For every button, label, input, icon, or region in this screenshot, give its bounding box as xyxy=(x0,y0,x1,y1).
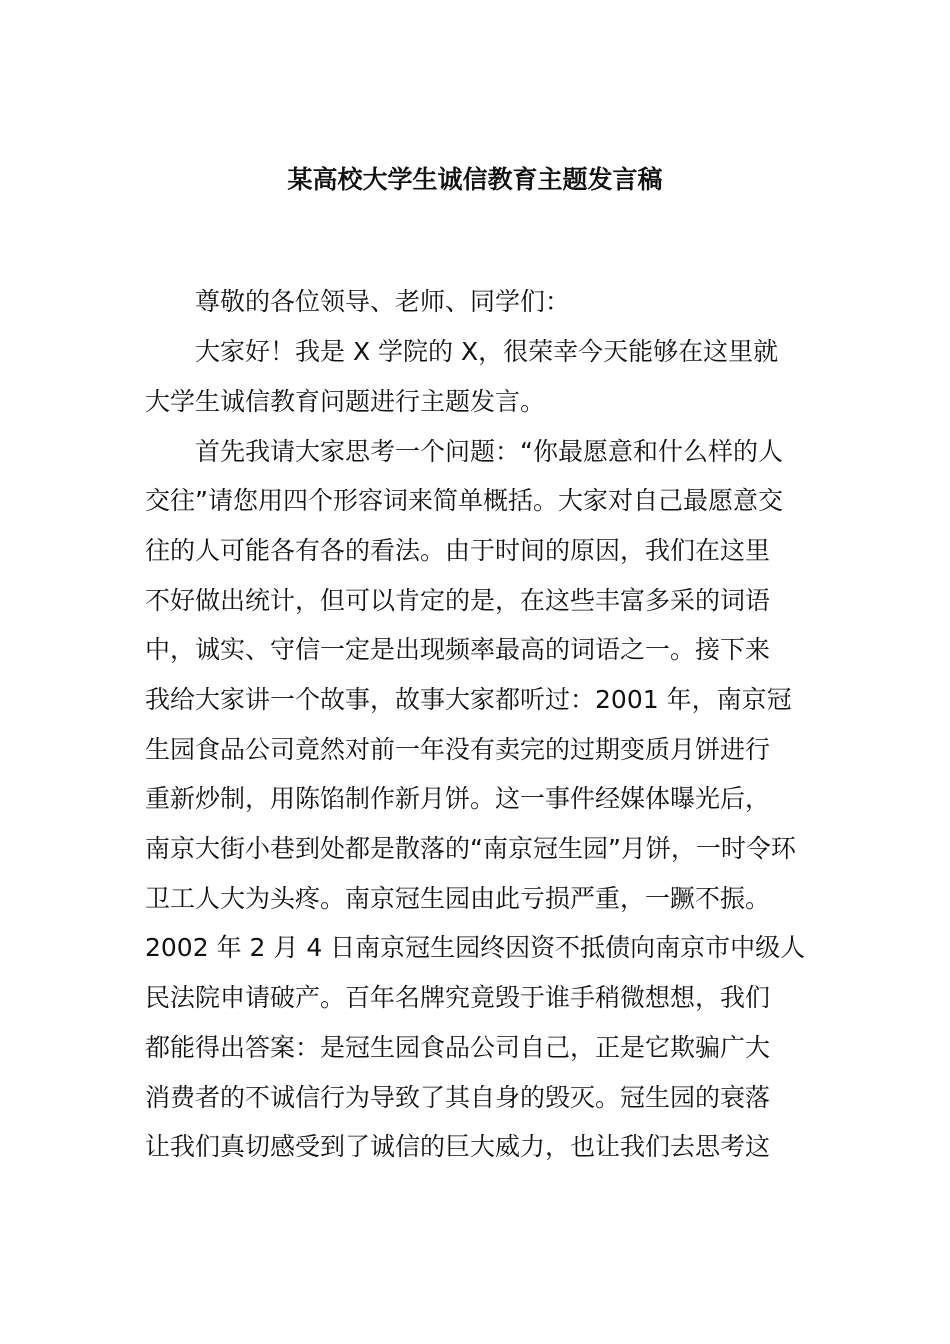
document-title: 某高校大学生诚信教育主题发言稿 xyxy=(287,165,663,194)
body-line: 不好做出统计，但可以肯定的是，在这些丰富多采的词语 xyxy=(145,586,771,615)
salutation-line: 尊敬的各位领导、老师、同学们： xyxy=(195,287,571,316)
body-line: 生园食品公司竟然对前一年没有卖完的过期变质月饼进行 xyxy=(145,735,771,764)
body-line: 中，诚实、守信一定是出现频率最高的词语之一。接下来 xyxy=(145,635,771,664)
body-line: 卫工人大为头疼。南京冠生园由此亏损严重，一蹶不振。 xyxy=(145,884,771,913)
body-line: 民法院申请破产。百年名牌究竟毁于谁手稍微想想，我们 xyxy=(145,983,771,1012)
body-line: 重新炒制，用陈馅制作新月饼。这一事件经媒体曝光后， xyxy=(145,784,771,813)
body-line: 往的人可能各有各的看法。由于时间的原因，我们在这里 xyxy=(145,536,771,565)
body-line: 南京大街小巷到处都是散落的“南京冠生园”月饼，一时令环 xyxy=(145,834,796,863)
body-line: 大学生诚信教育问题进行主题发言。 xyxy=(145,387,546,416)
body-line: 我给大家讲一个故事，故事大家都听过：2001 年，南京冠 xyxy=(145,685,792,714)
body-line: 都能得出答案：是冠生园食品公司自己，正是它欺骗广大 xyxy=(145,1033,771,1062)
body-line: 让我们真切感受到了诚信的巨大威力，也让我们去思考这 xyxy=(145,1132,771,1161)
body-line: 2002 年 2 月 4 日南京冠生园终因资不抵债向南京市中级人 xyxy=(145,933,806,962)
body-line: 消费者的不诚信行为导致了其自身的毁灭。冠生园的衰落 xyxy=(145,1083,771,1112)
body-line: 交往”请您用四个形容词来简单概括。大家对自己最愿意交 xyxy=(145,486,783,515)
body-line: 首先我请大家思考一个问题：“你最愿意和什么样的人 xyxy=(195,437,783,466)
body-line: 大家好！我是 X 学院的 X，很荣幸今天能够在这里就 xyxy=(195,337,779,366)
